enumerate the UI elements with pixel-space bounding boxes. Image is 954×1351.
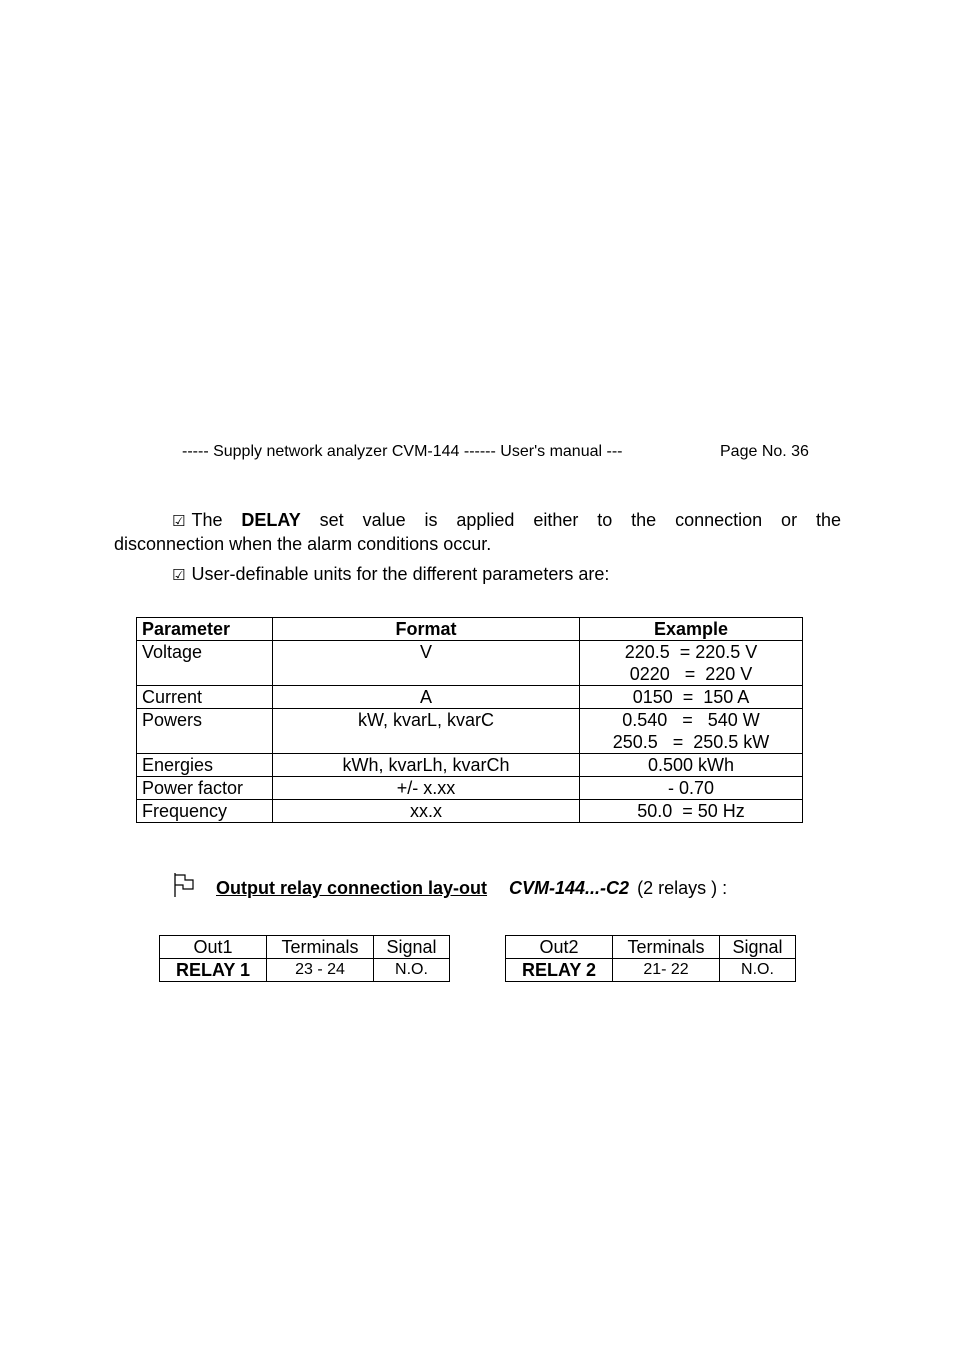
header-example: Example (580, 618, 803, 641)
relay-count: (2 relays ) : (637, 878, 728, 898)
relay-section-heading (172, 872, 727, 899)
cell-example: 0.540 = 540 W 250.5 = 250.5 kW (580, 709, 803, 754)
cell-relay-name: RELAY 2 (506, 959, 613, 982)
units-paragraph: ☑ User-definable units for the different parameters are: (172, 564, 610, 584)
header-format: Format (273, 618, 580, 641)
relay2-table (505, 935, 796, 982)
page-header (182, 443, 809, 461)
cell-signal: N.O. (374, 959, 450, 982)
flag-icon (172, 872, 196, 898)
cell-parameter: Power factor (137, 777, 273, 800)
cell-parameter: Energies (137, 754, 273, 777)
cell-format: +/- x.xx (273, 777, 580, 800)
header-parameter: Parameter (137, 618, 273, 641)
header-signal: Signal (720, 936, 796, 959)
cell-parameter: Powers (137, 709, 273, 754)
checkbox-icon: ☑ (172, 566, 186, 584)
cell-example: - 0.70 (580, 777, 803, 800)
table-row (137, 641, 803, 686)
cell-parameter: Frequency (137, 800, 273, 823)
table-row (137, 686, 803, 709)
cell-example: 50.0 = 50 Hz (580, 800, 803, 823)
header-title: ----- Supply network analyzer CVM-144 ------ User's manual --- (182, 443, 623, 460)
cell-format: kWh, kvarLh, kvarCh (273, 754, 580, 777)
table-row (137, 754, 803, 777)
header-out: Out1 (160, 936, 267, 959)
delay-paragraph (114, 509, 841, 556)
header-out: Out2 (506, 936, 613, 959)
page-number: Page No. 36 (720, 443, 809, 460)
header-signal: Signal (374, 936, 450, 959)
cell-format: A (273, 686, 580, 709)
cell-example: 0.500 kWh (580, 754, 803, 777)
cell-terminals: 23 - 24 (267, 959, 374, 982)
cell-format: V (273, 641, 580, 686)
table-row (137, 777, 803, 800)
relay2-table-header (506, 936, 796, 959)
checkbox-icon: ☑ (172, 512, 186, 530)
cell-terminals: 21- 22 (613, 959, 720, 982)
table-row (506, 959, 796, 982)
delay-paragraph-line2: disconnection when the alarm conditions occur. (114, 534, 492, 554)
table-row (137, 709, 803, 754)
table-row (137, 800, 803, 823)
cell-signal: N.O. (720, 959, 796, 982)
relay1-table (159, 935, 450, 982)
delay-paragraph-line1: ☑ The DELAY set value is applied either to the connection or the (172, 510, 841, 530)
cell-format: xx.x (273, 800, 580, 823)
delay-keyword: DELAY (241, 510, 301, 530)
cell-format: kW, kvarL, kvarC (273, 709, 580, 754)
cell-parameter: Voltage (137, 641, 273, 686)
header-terminals: Terminals (267, 936, 374, 959)
table-row (160, 959, 450, 982)
cell-parameter: Current (137, 686, 273, 709)
cell-example: 220.5 = 220.5 V 0220 = 220 V (580, 641, 803, 686)
units-table (136, 617, 803, 823)
relay-model: CVM-144...-C2 (509, 878, 630, 898)
cell-relay-name: RELAY 1 (160, 959, 267, 982)
units-table-header (137, 618, 803, 641)
relay1-table-header (160, 936, 450, 959)
cell-example: 0150 = 150 A (580, 686, 803, 709)
relay-section-title: Output relay connection lay-out (216, 878, 488, 898)
header-terminals: Terminals (613, 936, 720, 959)
